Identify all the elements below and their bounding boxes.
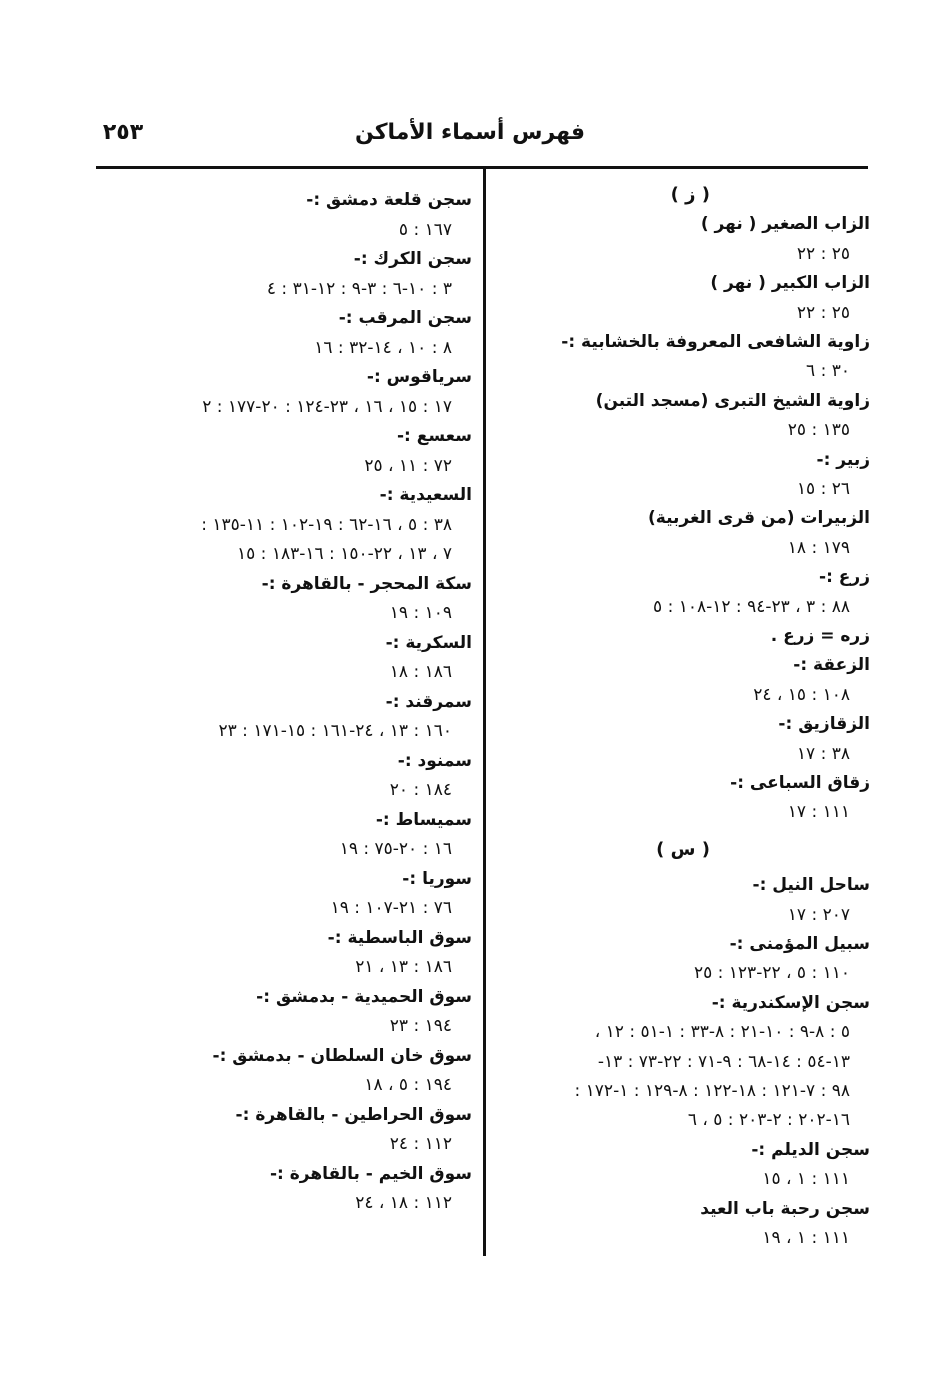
- index-reference: ٩٨ : ٧-١٢١ : ١٨-١٢٢ : ٨-١٢٩ : ١-١٧٢ :: [574, 1081, 850, 1101]
- index-entry: سوق الحميدية - بدمشق :-: [256, 986, 472, 1007]
- index-entry: سجن الإسكندرية :-: [711, 992, 870, 1013]
- index-reference: ١١٢ : ٢٤: [389, 1134, 452, 1154]
- index-entry: الزاب الصغير ( نهر ): [700, 214, 870, 235]
- index-entry: سوق الباسطية :-: [327, 927, 472, 948]
- index-reference: ١٩٤ : ٥ ، ١٨: [364, 1075, 452, 1095]
- index-reference: ١٦٠ : ١٣ ، ٢٤-١٦١ : ١٥-١٧١ : ٢٣: [218, 721, 452, 741]
- index-entry: سوق الحراطين - بالقاهرة :-: [235, 1104, 472, 1125]
- index-entry: زقاق السباعى :-: [730, 773, 870, 793]
- index-reference: ١٣-٥٤ : ١٤-٦٨ : ٩-٧١ : ٢٢-٧٣ : ١٣-: [597, 1051, 850, 1072]
- index-reference: ١٨٤ : ٢٠: [389, 780, 452, 800]
- index-reference: ٢٥ : ٢٢: [796, 302, 850, 323]
- index-entry: سجن قلعة دمشق :-: [306, 190, 472, 210]
- index-entry: ساحل النيل :-: [752, 875, 870, 896]
- index-entry: سبيل المؤمنى :-: [729, 934, 870, 954]
- index-entry: سرياقوس :-: [366, 367, 472, 387]
- index-reference: ٧ ، ١٣ ، ٢٢-١٥٠ : ١٦-١٨٣ : ١٥: [237, 544, 452, 564]
- index-entry: زبير :-: [816, 449, 870, 470]
- index-reference: ١٨٦ : ١٣ ، ٢١: [355, 957, 452, 977]
- index-reference: ١٨٦ : ١٨: [389, 662, 452, 682]
- index-entry: الزاب الكبير ( نهر ): [710, 273, 870, 294]
- section-letter: ( س ): [656, 838, 710, 860]
- page-number: ٢٥٣: [102, 120, 144, 145]
- index-reference: ٢٦ : ١٥: [796, 479, 850, 499]
- index-reference: ٣٠ : ٦: [806, 361, 850, 382]
- index-reference: ١٧ : ١٥ ، ١٦ ، ٢٣-١٢٤ : ٢٠-١٧٧ : ٢: [202, 396, 452, 417]
- index-reference: ٢٥ : ٢٢: [796, 243, 850, 264]
- index-reference: ١٦ : ٢٠-٧٥ : ١٩: [339, 839, 452, 859]
- header-rule: [96, 166, 868, 169]
- index-entry: زره = زرع .: [770, 626, 870, 646]
- index-reference: ٧٦ : ٢١-١٠٧ : ١٩: [330, 898, 452, 918]
- index-entry: زاوية الشيخ التبرى (مسجد التبن): [595, 390, 870, 411]
- page-title: فهرس أسماء الأماكن: [354, 120, 586, 145]
- index-entry: سمرقند :-: [385, 691, 472, 712]
- index-reference: ٣٨ : ١٧: [796, 743, 850, 764]
- index-reference: ١١٠ : ٥ ، ٢٢-١٢٣ : ٢٥: [693, 963, 850, 984]
- index-entry: الزعقة :-: [793, 655, 870, 676]
- index-reference: ٧٢ : ١١ ، ٢٥: [364, 455, 452, 476]
- index-entry: سجن رحبة باب العيد: [700, 1198, 870, 1219]
- index-entry: زاوية الشافعى المعروفة بالخشابية :-: [561, 332, 870, 352]
- index-entry: سجن الديلم :-: [751, 1139, 870, 1160]
- index-reference: ١١٢ : ١٨ ، ٢٤: [355, 1193, 452, 1213]
- index-reference: ١٧٩ : ١٨: [787, 537, 850, 558]
- index-entry: الزقازيق :-: [778, 714, 870, 735]
- index-reference: ٣٨ : ٥ ، ١٦-٦٢ : ١٩-١٠٢ : ١١-١٣٥ :: [201, 514, 452, 535]
- index-entry: السعيدية :-: [379, 485, 472, 505]
- index-entry: سوق الخيم - بالقاهرة :-: [269, 1163, 472, 1184]
- index-reference: ٢٠٧ : ١٧: [787, 904, 850, 925]
- index-entry: سجن المرقب :-: [338, 308, 472, 328]
- index-entry: الزبيرات (من قرى الغربية): [647, 508, 870, 529]
- index-reference: ٥ : ٨-٩ : ١٠-٢١ : ٨-٣٣ : ١-٥١ : ١٢ ،: [594, 1022, 850, 1043]
- index-reference: ١٠٩ : ١٩: [389, 603, 452, 623]
- index-reference: ١٣٥ : ٢٥: [787, 420, 850, 441]
- index-entry: سميساط :-: [375, 809, 472, 830]
- index-reference: ١٦٧ : ٥: [398, 219, 452, 240]
- index-reference: ٨ : ١٠ ، ١٤-٣٢ : ١٦: [314, 337, 452, 358]
- index-entry: سكة المحجر - بالقاهرة :-: [261, 573, 472, 594]
- index-entry: السكرية :-: [385, 632, 472, 653]
- index-reference: ١١١ : ١ ، ١٥: [762, 1169, 850, 1190]
- index-reference: ١٦-٢٠٢ : ٢-٢٠٣ : ٥ ، ٦: [687, 1110, 850, 1131]
- index-reference: ١١١ : ١ ، ١٩: [762, 1228, 850, 1248]
- index-reference: ٨٨ : ٣ ، ٢٣-٩٤ : ١٢-١٠٨ : ٥: [653, 596, 850, 617]
- index-entry: سوق خان السلطان - بدمشق :-: [212, 1045, 472, 1066]
- index-reference: ١٠٨ : ١٥ ، ٢٤: [753, 684, 850, 705]
- column-divider: [483, 168, 486, 1256]
- index-entry: سوريا :-: [402, 868, 472, 889]
- index-reference: ١٩٤ : ٢٣: [389, 1016, 452, 1036]
- index-entry: سجن الكرك :-: [353, 249, 472, 269]
- index-entry: سعسع :-: [397, 426, 472, 446]
- index-entry: سمنود :-: [397, 750, 472, 771]
- index-entry: زرع :-: [819, 567, 870, 588]
- index-reference: ١١١ : ١٧: [787, 802, 850, 823]
- index-reference: ٣ : ١٠-٦ : ٣-٩ : ١٢-٣١ : ٤: [266, 278, 452, 299]
- section-letter: ( ز ): [670, 184, 710, 205]
